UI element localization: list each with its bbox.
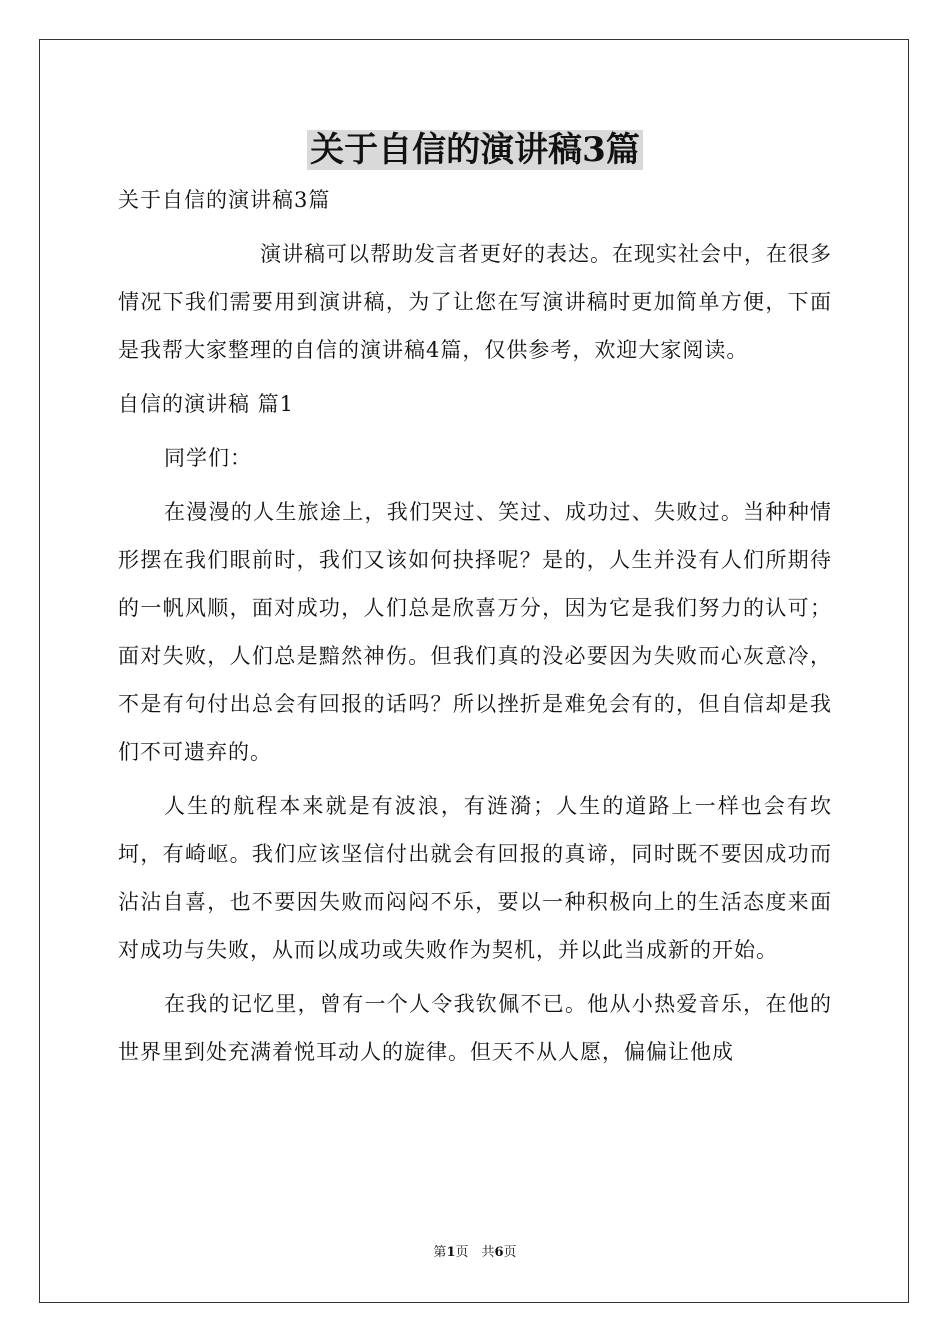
footer-page-total: 6: [494, 1245, 504, 1260]
document-body: [118, 176, 832, 1076]
body-paragraph-1: 在漫漫的人生旅途上，我们哭过、笑过、成功过、失败过。当种种情形摆在我们眼前时，我们又该如何抉择呢？是的，人生并没有人们所期待的一帆风顺，面对成功，人们总是欣喜万分，因为它是我们努力的认可；面对失败，人们总是黯然神伤。但我们真的没必要因为失败而心灰意冷，不是有句付出总会有回报的话吗？所以挫折是难免会有的，但自信却是我们不可遗弃的。: [118, 500, 832, 764]
greeting: 同学们：: [164, 446, 252, 470]
body-paragraph-2: 人生的航程本来就是有波浪，有涟漪；人生的道路上一样也会有坎坷，有崎岖。我们应该坚信付出就会有回报的真谛，同时既不要因成功而沾沾自喜，也不要因失败而闷闷不乐，要以一种积极向上的生活态度来面对成功与失败，从而以成功或失败作为契机，并以此当成新的开始。: [118, 794, 832, 962]
section-heading: 自信的演讲稿 篇1: [118, 392, 295, 416]
intro-paragraph: 演讲稿可以帮助发言者更好的表达。在现实社会中，在很多情况下我们需要用到演讲稿，为了让您在写演讲稿时更加简单方便，下面是我帮大家整理的自信的演讲稿4篇，仅供参考，欢迎大家阅读。: [118, 242, 832, 362]
footer-page-mid: 页 共: [455, 1245, 495, 1260]
body-paragraph-3: 在我的记忆里，曾有一个人令我钦佩不已。他从小热爱音乐，在他的世界里到处充满着悦耳动人的旋律。但天不从人愿，偏偏让他成: [118, 992, 832, 1064]
footer-page-suffix: 页: [503, 1245, 517, 1260]
document-title-text: 关于自信的演讲稿3篇: [307, 130, 643, 170]
document-title: [0, 128, 950, 172]
document-subtitle: 关于自信的演讲稿3篇: [118, 188, 331, 212]
footer-page-current: 1: [446, 1245, 456, 1260]
footer-page-prefix: 第: [433, 1245, 447, 1260]
page-footer: [0, 1245, 950, 1261]
